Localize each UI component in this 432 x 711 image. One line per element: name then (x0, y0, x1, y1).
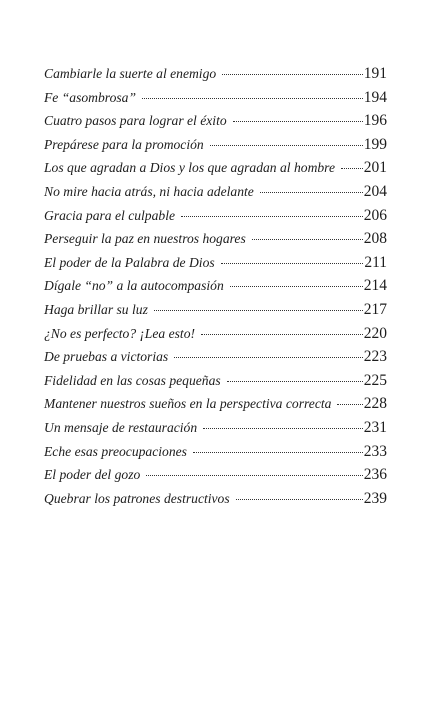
toc-entry-page: 217 (363, 300, 387, 318)
toc-entry (44, 345, 387, 369)
toc-entry-title: Mantener nuestros sueños en la perspectiva correcta (44, 396, 332, 412)
toc-entry (44, 440, 387, 464)
toc-entry (44, 204, 387, 228)
dot-leader (174, 357, 363, 358)
toc-entry-title: El poder del gozo (44, 467, 141, 483)
toc-entry-title: Los que agradan a Dios y los que agradan al hombre (44, 160, 336, 176)
toc-entry-title: Fidelidad en las cosas pequeñas (44, 372, 221, 388)
dot-leader (193, 452, 363, 453)
toc-entry-title: Gracia para el culpable (44, 207, 176, 223)
toc-entry (44, 392, 387, 416)
toc-entry-page: 208 (363, 230, 387, 248)
toc-entry-page: 239 (363, 489, 387, 507)
toc-entry-title: Un mensaje de restauración (44, 419, 198, 435)
toc-entry (44, 180, 387, 204)
toc-entry (44, 416, 387, 440)
toc-entry (44, 274, 387, 298)
toc-entry-title: De pruebas a victorias (44, 349, 169, 365)
toc-entry (44, 487, 387, 511)
dot-leader (210, 145, 363, 146)
dot-leader (252, 239, 363, 240)
toc-entry (44, 62, 387, 86)
toc-entry-page: 225 (363, 371, 387, 389)
toc-entry (44, 109, 387, 133)
toc-entry-page: 220 (363, 324, 387, 342)
toc-entry-page: 233 (363, 442, 387, 460)
toc-entry (44, 322, 387, 346)
toc-entry-title: Quebrar los patrones destructivos (44, 490, 230, 506)
toc-entry-title: El poder de la Palabra de Dios (44, 254, 215, 270)
dot-leader (260, 192, 363, 193)
toc-entry (44, 86, 387, 110)
dot-leader (341, 168, 363, 169)
toc-entry (44, 463, 387, 487)
toc-entry (44, 156, 387, 180)
toc-entry-page: 231 (363, 418, 387, 436)
dot-leader (181, 216, 363, 217)
toc-entry-page: 196 (363, 112, 387, 130)
dot-leader (227, 381, 363, 382)
dot-leader (154, 310, 363, 311)
toc-entry-page: 201 (363, 159, 387, 177)
toc-entry-page: 228 (363, 395, 387, 413)
toc-entry-title: Perseguir la paz en nuestros hogares (44, 231, 246, 247)
toc-entry-page: 214 (363, 277, 387, 295)
toc-entry-title: Eche esas preocupaciones (44, 443, 187, 459)
dot-leader (337, 404, 362, 405)
toc-entry-title: Fe “asombrosa” (44, 89, 137, 105)
dot-leader (230, 286, 363, 287)
toc-entry (44, 227, 387, 251)
toc-entry-title: Cuatro pasos para lograr el éxito (44, 113, 227, 129)
toc-entry-title: Prepárese para la promoción (44, 136, 204, 152)
dot-leader (146, 475, 362, 476)
toc-entry-page: 223 (363, 348, 387, 366)
toc-entry-title: ¿No es perfecto? ¡Lea esto! (44, 325, 196, 341)
toc-entry (44, 251, 387, 275)
table-of-contents (44, 62, 387, 510)
toc-entry (44, 133, 387, 157)
toc-entry-page: 204 (363, 182, 387, 200)
dot-leader (203, 428, 363, 429)
toc-entry-title: Cambiarle la suerte al enemigo (44, 66, 217, 81)
dot-leader (222, 74, 363, 75)
toc-entry-page: 206 (363, 206, 387, 224)
toc-entry (44, 369, 387, 393)
toc-entry-title: Haga brillar su luz (44, 301, 148, 317)
toc-entry-page: 199 (363, 135, 387, 153)
dot-leader (221, 263, 364, 264)
toc-entry-title: No mire hacia atrás, ni hacia adelante (44, 183, 254, 199)
dot-leader (201, 334, 363, 335)
toc-entry-title: Dígale “no” a la autocompasión (44, 278, 224, 294)
toc-entry-page: 194 (363, 88, 387, 106)
toc-entry-page: 211 (364, 253, 387, 271)
toc-entry (44, 298, 387, 322)
dot-leader (142, 98, 363, 99)
dot-leader (233, 121, 363, 122)
toc-entry-page: 191 (363, 65, 387, 82)
dot-leader (236, 499, 363, 500)
toc-entry-page: 236 (363, 466, 387, 484)
